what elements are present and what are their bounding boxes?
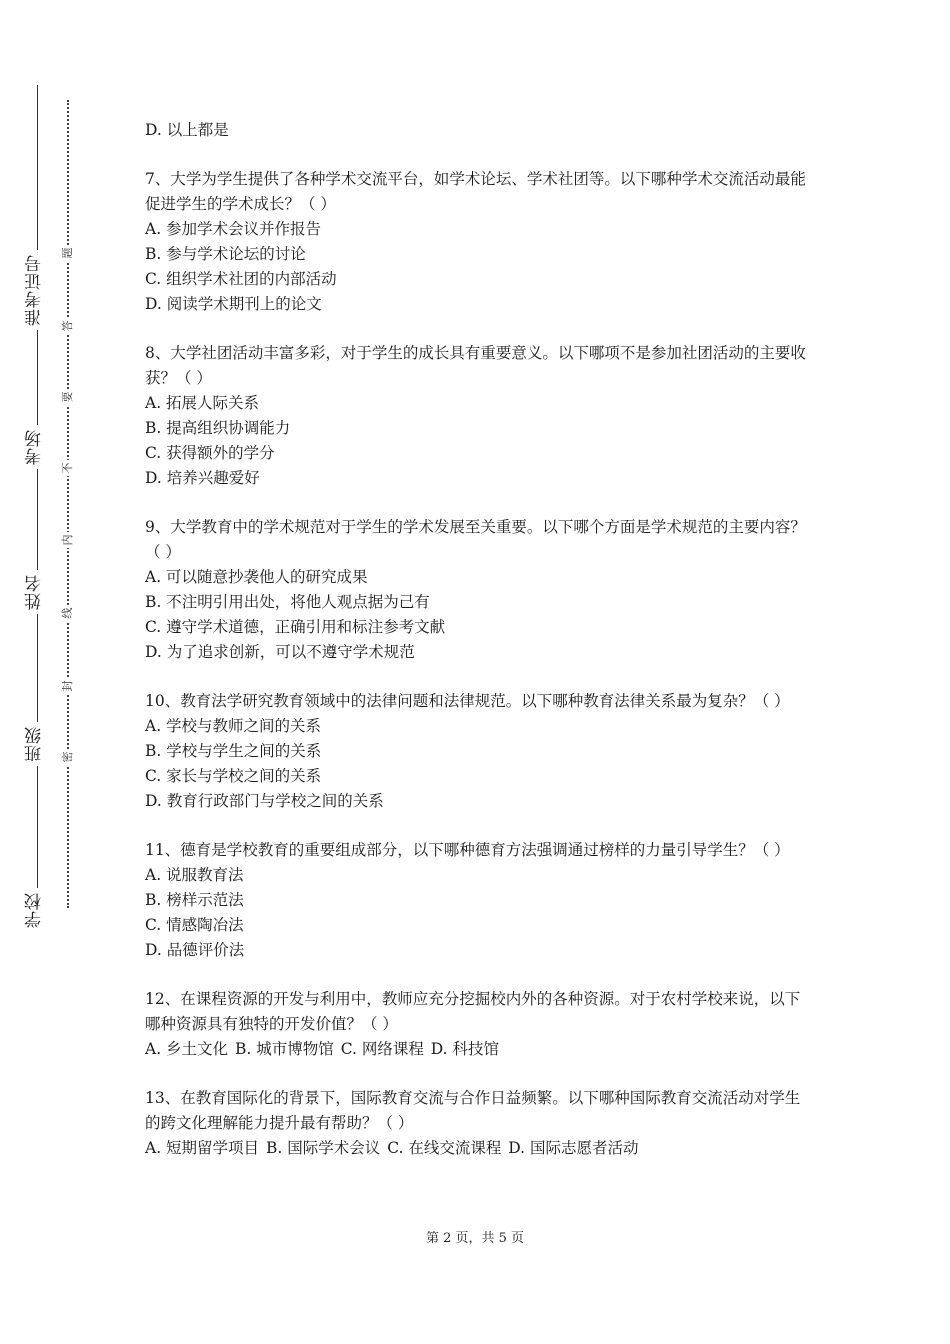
option: D. 科技馆: [430, 1040, 500, 1058]
question-content: [145, 118, 810, 1185]
option: A. 参加学术会议并作报告: [145, 220, 322, 238]
question-text: 10、教育法学研究教育领域中的法律问题和法律规范。以下哪种教育法律关系最为复杂？（ ）: [145, 692, 790, 710]
option: D. 国际志愿者活动: [508, 1139, 639, 1157]
option: B. 提高组织协调能力: [145, 419, 291, 437]
question-6-tail: [145, 118, 810, 143]
option: A. 说服教育法: [145, 866, 244, 884]
seal-char: 题: [57, 245, 77, 261]
options-inline: [145, 1037, 810, 1062]
question-text: 11、德育是学校教育的重要组成部分，以下哪种德育方法强调通过榜样的力量引导学生？（ ）: [145, 841, 790, 859]
question-13: [145, 1086, 810, 1161]
seal-char: 内: [57, 532, 77, 548]
seal-char: 线: [57, 605, 77, 621]
seal-dotted-line: [67, 100, 69, 908]
seal-char: 答: [57, 318, 77, 334]
option: A. 学校与教师之间的关系: [145, 717, 322, 735]
option: C. 组织学术社团的内部活动: [145, 270, 337, 288]
option: A. 拓展人际关系: [145, 394, 260, 412]
option: D. 阅读学术期刊上的论文: [145, 295, 322, 313]
field-label-exam-room: 考场: [22, 425, 52, 469]
option: B. 国际学术会议: [266, 1139, 381, 1157]
field-label-exam-number: 准考证号: [22, 250, 52, 330]
question-text: 8、大学社团活动丰富多彩，对于学生的成长具有重要意义。以下哪项不是参加社团活动的主要收获？（ ）: [145, 344, 806, 387]
options-inline: [145, 1136, 810, 1161]
question-12: [145, 987, 810, 1062]
option: B. 榜样示范法: [145, 891, 244, 909]
question-7: [145, 167, 810, 317]
option: D. 品德评价法: [145, 941, 245, 959]
option: C. 遵守学术道德，正确引用和标注参考文献: [145, 618, 446, 636]
seal-char: 密: [57, 749, 77, 765]
question-text: 7、大学为学生提供了各种学术交流平台，如学术论坛、学术社团等。以下哪种学术交流活动最能促进学生的学术成长？（ ）: [145, 170, 806, 213]
option: B. 不注明引用出处，将他人观点据为己有: [145, 593, 430, 611]
option: C. 获得额外的学分: [145, 444, 275, 462]
option: A. 乡土文化: [145, 1040, 229, 1058]
option: C. 网络课程: [340, 1040, 424, 1058]
binding-solid-line: [37, 85, 38, 925]
option: B. 城市博物馆: [235, 1040, 334, 1058]
option: B. 参与学术论坛的讨论: [145, 245, 306, 263]
seal-char: 不: [57, 460, 77, 476]
question-11: [145, 838, 810, 963]
question-10: [145, 689, 810, 814]
page-footer: 第 2 页，共 5 页: [425, 1231, 525, 1246]
binding-margin: [0, 0, 100, 1344]
question-text: 12、在课程资源的开发与利用中，教师应充分挖掘校内外的各种资源。对于农村学校来说，以下哪种资源具有独特的开发价值？（ ）: [145, 990, 801, 1033]
option: D. 培养兴趣爱好: [145, 469, 260, 487]
option: D. 以上都是: [145, 121, 229, 139]
question-text: 9、大学教育中的学术规范对于学生的学术发展至关重要。以下哪个方面是学术规范的主要内容？（ ）: [145, 518, 806, 561]
option: D. 为了追求创新，可以不遵守学术规范: [145, 643, 415, 661]
option: A. 可以随意抄袭他人的研究成果: [145, 568, 368, 586]
question-text: 13、在教育国际化的背景下，国际教育交流与合作日益频繁。以下哪种国际教育交流活动对学生的跨文化理解能力提升最有帮助？（ ）: [145, 1089, 801, 1132]
field-label-name: 姓名: [22, 570, 52, 614]
option: D. 教育行政部门与学校之间的关系: [145, 792, 384, 810]
seal-char: 封: [57, 678, 77, 694]
question-9: [145, 515, 810, 665]
option: C. 家长与学校之间的关系: [145, 767, 322, 785]
field-label-class: 班级: [22, 722, 52, 766]
option: C. 情感陶冶法: [145, 916, 244, 934]
seal-char: 要: [57, 389, 77, 405]
option: C. 在线交流课程: [387, 1139, 502, 1157]
option: B. 学校与学生之间的关系: [145, 742, 322, 760]
option: A. 短期留学项目: [145, 1139, 260, 1157]
question-8: [145, 341, 810, 491]
field-label-school: 学校: [22, 888, 52, 932]
